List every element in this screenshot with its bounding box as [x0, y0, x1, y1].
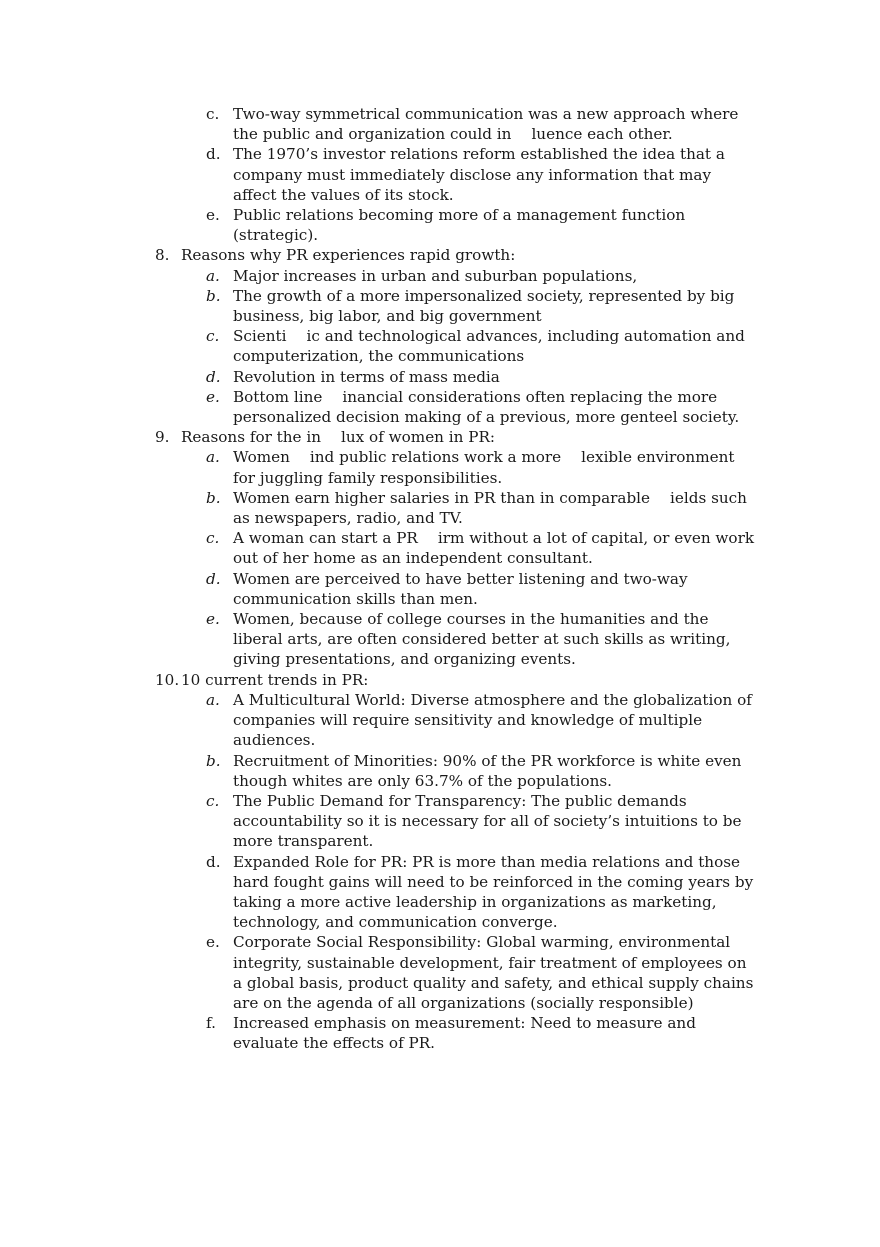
- list-item-text: The Public Demand for Transparency: The public demands accountability so it is necessary for all of society’s intuitions to be more transparent.: [233, 791, 742, 851]
- list-marker: d.: [206, 852, 221, 871]
- list-item-9e: [0, 609, 758, 670]
- list-item-8a: [0, 266, 758, 286]
- list-item-9d: [0, 569, 758, 609]
- list-item-prev-e: [0, 205, 758, 245]
- list-marker: d.: [206, 145, 221, 164]
- list-item-text: Revolution in terms of mass media: [233, 367, 500, 386]
- list-marker: c.: [206, 327, 220, 346]
- list-item-8b: [0, 286, 758, 326]
- section-heading-text: 10 current trends in PR:: [181, 670, 369, 689]
- list-marker: e.: [206, 933, 220, 952]
- list-item-10c: [0, 791, 758, 852]
- list-marker: a.: [206, 266, 220, 285]
- list-item-9b: [0, 488, 758, 528]
- list-marker: c.: [206, 791, 220, 810]
- section-number: 8.: [155, 246, 170, 265]
- list-item-8d: [0, 367, 758, 387]
- list-marker: e.: [206, 206, 220, 225]
- list-item-10d: [0, 852, 758, 933]
- list-item-text: The growth of a more impersonalized society, represented by big business, big labor, and big government: [233, 286, 735, 326]
- list-item-10a: [0, 690, 758, 751]
- list-marker: d.: [206, 569, 221, 588]
- list-item-prev-d: [0, 144, 758, 205]
- list-marker: f.: [206, 1014, 216, 1033]
- list-item-9a: [0, 447, 758, 487]
- list-marker: e.: [206, 387, 220, 406]
- list-item-text: Major increases in urban and suburban populations,: [233, 266, 638, 285]
- section-9-heading: [0, 427, 758, 447]
- list-item-text: Recruitment of Minorities: 90% of the PR workforce is white even though whites are only 63.7% of the populations.: [233, 751, 742, 790]
- list-item-text: Increased emphasis on measurement: Need to measure and evaluate the effects of PR.: [233, 1014, 696, 1053]
- list-item-prev-c: [0, 104, 758, 144]
- list-marker: b.: [206, 751, 221, 770]
- list-item-text: The 1970’s investor relations reform established the idea that a company must immediately disclose any information that may affect the values of its stock.: [233, 145, 725, 204]
- list-marker: e.: [206, 610, 220, 629]
- list-item-text: Women earn higher salaries in PR than in comparable ields such as newspapers, radio, and TV.: [233, 488, 747, 528]
- list-marker: d.: [206, 367, 221, 386]
- list-item-10e: [0, 932, 758, 1013]
- list-item-10b: [0, 751, 758, 791]
- section-heading-text: Reasons why PR experiences rapid growth:: [181, 246, 516, 265]
- list-item-text: A Multicultural World: Diverse atmosphere and the globalization of companies will require sensitivity and knowledge of multiple audiences.: [233, 690, 752, 750]
- list-item-text: Women are perceived to have better listening and two-way communication skills than men.: [233, 569, 688, 608]
- list-item-text: Corporate Social Responsibility: Global warming, environmental integrity, sustainable development, fair treatment of employees on a global basis, product quality and safety, and ethical supply chains are on the agenda of all organizations (socially responsible): [233, 933, 754, 1012]
- list-marker: a.: [206, 448, 220, 467]
- section-10-heading: [0, 670, 758, 690]
- list-item-text: Expanded Role for PR: PR is more than media relations and those hard fought gains will need to be reinforced in the coming years by taking a more active leadership in organizations as marketing, technology, and communication converge.: [233, 852, 754, 932]
- list-marker: c.: [206, 529, 220, 548]
- list-item-text: Public relations becoming more of a management function (strategic).: [233, 206, 686, 245]
- list-item-8e: [0, 387, 758, 427]
- list-item-text: Scienti ic and technological advances, including automation and computerization, the communications: [233, 327, 745, 366]
- list-item-text: Bottom line inancial considerations often replacing the more personalized decision making of a previous, more genteel society.: [233, 387, 740, 427]
- list-item-text: Women, because of college courses in the humanities and the liberal arts, are often considered better at such skills as writing, giving presentations, and organizing events.: [233, 610, 731, 669]
- list-marker: b.: [206, 488, 221, 507]
- document-page: [0, 104, 880, 1054]
- list-item-text: Women ind public relations work a more lexible environment for juggling family responsibilities.: [233, 448, 735, 487]
- section-number: 9.: [155, 428, 170, 447]
- list-item-text: Two-way symmetrical communication was a new approach where the public and organization could in luence each other.: [233, 105, 739, 144]
- list-marker: c.: [206, 105, 220, 123]
- list-item-9c: [0, 528, 758, 568]
- section-8-heading: [0, 245, 758, 265]
- section-heading-text: Reasons for the in lux of women in PR:: [181, 428, 496, 447]
- section-number: 10.: [155, 670, 180, 689]
- list-item-10f: [0, 1013, 758, 1053]
- list-item-8c: [0, 326, 758, 366]
- list-marker: b.: [206, 286, 221, 305]
- list-marker: a.: [206, 690, 220, 709]
- list-item-text: A woman can start a PR irm without a lot of capital, or even work out of her home as an independent consultant.: [233, 529, 755, 568]
